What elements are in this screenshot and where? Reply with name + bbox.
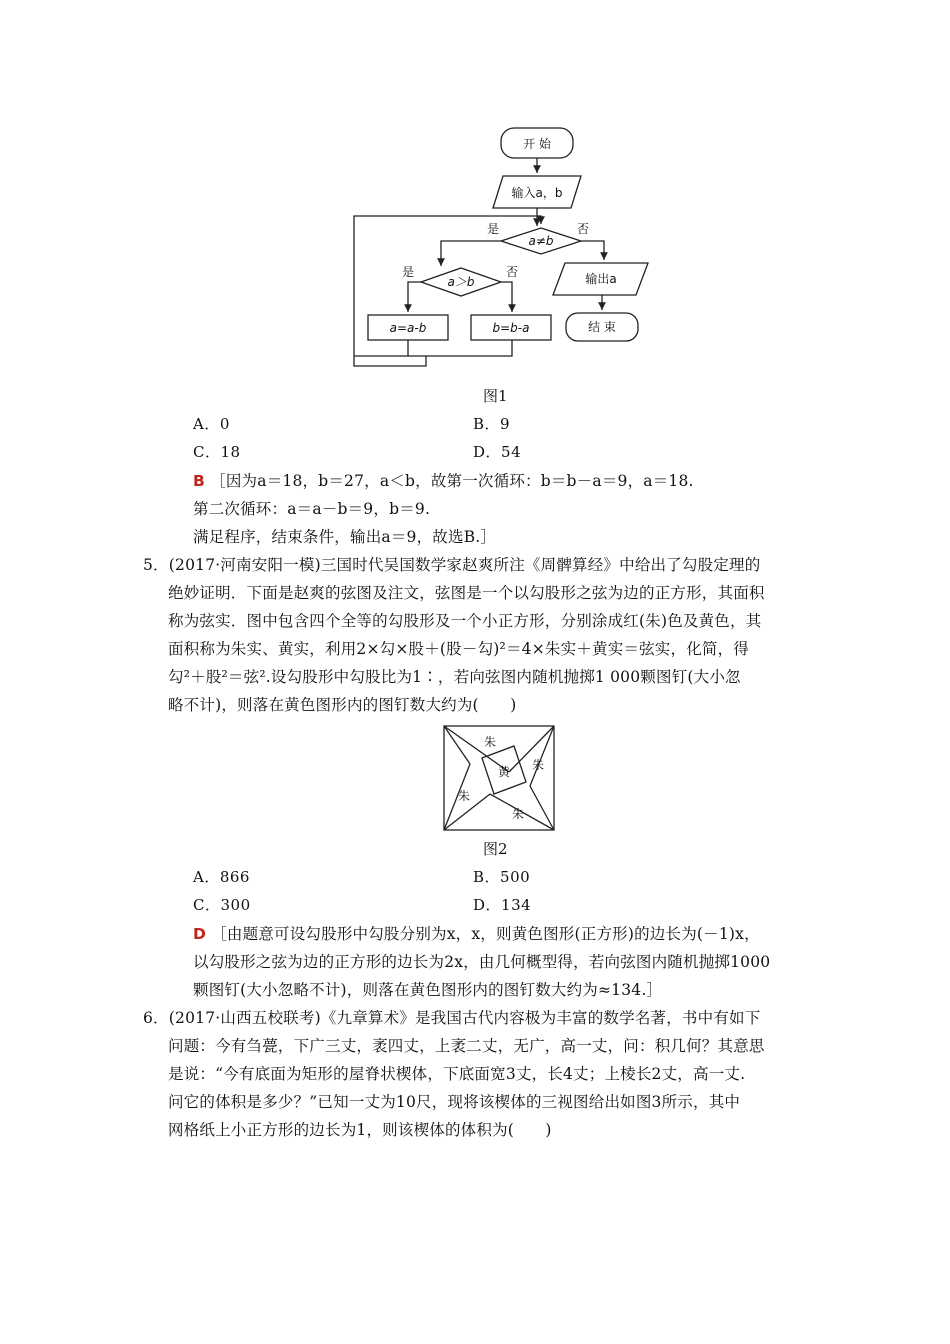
q4-answer-letter: B: [193, 472, 206, 490]
q5-line-1: 5．(2017·河南安阳一模)三国时代吴国数学家赵爽所注《周髀算经》中给出了勾股定理的: [143, 556, 761, 574]
q5-line-2: 绝妙证明．下面是赵爽的弦图及注文，弦图是一个以勾股形之弦为边的正方形，其面积: [168, 584, 765, 602]
q4-option-b: B．9: [473, 415, 511, 433]
q6-line-4: 问它的体积是多少？”已知一丈为10尺，现将该楔体的三视图给出如图3所示，其中: [168, 1093, 741, 1111]
q5-line-4: 面积称为朱实、黄实，利用2×勾×股＋(股－勾)²＝4×朱实＋黄实＝弦实，化简，得: [168, 640, 749, 658]
q5-line-3: 称为弦实．图中包含四个全等的勾股形及一个小正方形，分别涂成红(朱)色及黄色，其: [168, 612, 762, 630]
string-diagram: [442, 724, 556, 832]
output-label: 输出a: [585, 272, 617, 286]
q6-line-1: 6．(2017·山西五校联考)《九章算术》是我国古代内容极为丰富的数学名著，书中有如下: [143, 1009, 761, 1027]
input-label: 输入a，b: [511, 186, 563, 200]
q5-option-a: A．866: [193, 868, 250, 886]
red-label-right: 朱: [531, 758, 545, 772]
q5-option-d: D．134: [473, 896, 532, 914]
red-label-bottom: 朱: [511, 807, 525, 821]
q4-option-a: A．0: [193, 415, 230, 433]
no1-label: 否: [576, 222, 590, 236]
start-label: 开 始: [523, 137, 551, 151]
q4-option-c: C．18: [193, 443, 241, 461]
q5-answer-line-1: [193, 922, 760, 944]
proc1-label: a=a-b: [389, 321, 427, 335]
cond2-label: a＞b: [447, 275, 475, 289]
q5-option-b: B．500: [473, 868, 531, 886]
end-label: 结 束: [588, 320, 616, 334]
yes1-label: 是: [486, 222, 500, 236]
no2-label: 否: [505, 265, 519, 279]
q4-answer-line-3: 满足程序，结束条件，输出a＝9，故选B.］: [193, 528, 497, 546]
q6-line-2: 问题：今有刍甍，下广三丈，袤四丈，上袤二丈，无广，高一丈，问：积几何？其意思: [168, 1037, 765, 1055]
proc2-label: b=b-a: [492, 321, 530, 335]
figure1-caption: 图1: [483, 387, 508, 405]
q5-answer-text-1: ［由题意可设勾股形中勾股分别为x，x，则黄色图形(正方形)的边长为(－1)x，: [211, 925, 760, 943]
q5-line-5: 勾²＋股²＝弦².设勾股形中勾股比为1∶，若向弦图内随机抛掷1 000颗图钉(大小忽: [168, 668, 741, 686]
q4-option-d: D．54: [473, 443, 522, 461]
cond1-label: a≠b: [528, 234, 554, 248]
q6-line-5: 网格纸上小正方形的边长为1，则该楔体的体积为( ): [168, 1121, 552, 1139]
q5-answer-line-2: 以勾股形之弦为边的正方形的边长为2x，由几何概型得，若向弦图内随机抛掷1000: [193, 953, 771, 971]
red-label-top: 朱: [483, 735, 497, 749]
q4-answer-line-1: [193, 469, 694, 491]
q5-option-c: C．300: [193, 896, 251, 914]
yes2-label: 是: [401, 265, 415, 279]
q5-line-6: 略不计)，则落在黄色图形内的图钉数大约为( ): [168, 696, 517, 714]
q6-line-3: 是说：“今有底面为矩形的屋脊状楔体，下底面宽3丈，长4丈；上棱长2丈，高一丈.: [168, 1065, 746, 1083]
q5-answer-line-3: 颗图钉(大小忽略不计)，则落在黄色图形内的图钉数大约为≈134.］: [193, 981, 663, 999]
q5-answer-letter: D: [193, 925, 207, 943]
q4-answer-text-1: ［因为a＝18，b＝27，a＜b，故第一次循环：b＝b－a＝9，a＝18.: [210, 472, 694, 490]
q4-answer-line-2: 第二次循环：a＝a－b＝9，b＝9.: [193, 500, 431, 518]
figure2-caption: 图2: [483, 840, 508, 858]
yellow-label: 黄: [497, 765, 511, 779]
red-label-left: 朱: [457, 789, 471, 803]
flowchart-figure: [340, 120, 670, 375]
